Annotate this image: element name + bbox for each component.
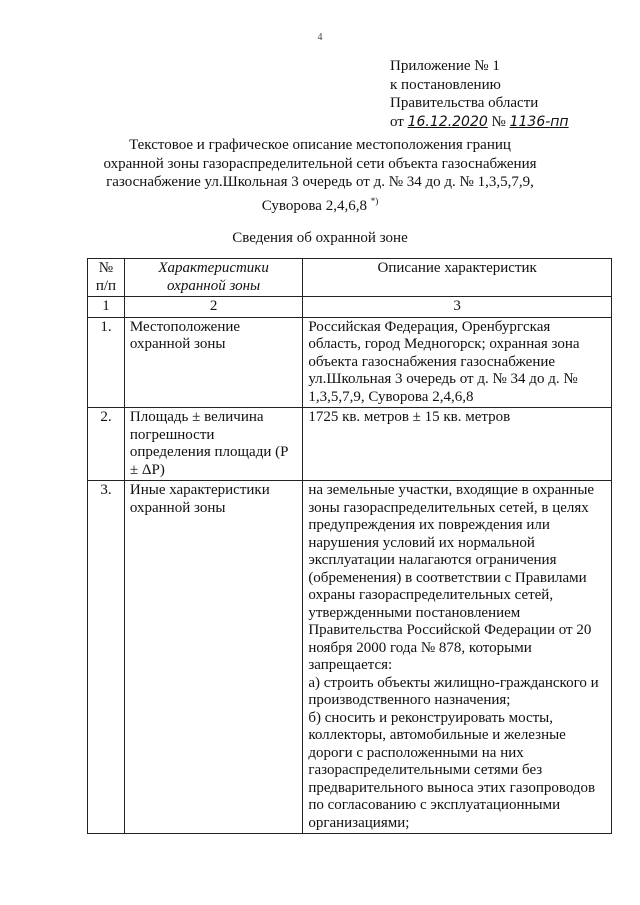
zone-info-table [87,258,612,834]
decree-date: 16.12.2020 [407,113,488,130]
table-row [88,481,612,834]
row-number: 1. [88,317,125,408]
row-description: Российская Федерация, Оренбургская область, город Медногорск; охранная зона объекта газоснабжения газоснабжение ул.Школьная 3 очередь от д. № 34 до д. № 1,3,5,7,9, Суворова 2,4,6,8 [303,317,612,408]
index-cell-3: 3 [303,297,612,318]
table-index-row [88,297,612,318]
document-title [80,136,560,215]
header-characteristics: Характеристики охранной зоны [124,259,302,297]
row-description [303,481,612,834]
table-row [88,317,612,408]
row-number: 3. [88,481,125,834]
appendix-block [390,57,569,131]
appendix-line-3: Правительства области [390,95,539,111]
date-prefix: от [390,113,404,130]
number-sign: № [491,113,506,130]
footnote-mark: *) [370,195,379,206]
appendix-date-line [390,113,569,132]
table-header-row [88,259,612,297]
index-cell-2: 2 [124,297,302,318]
row-characteristic: Местоположение охранной зоны [124,317,302,408]
title-line-1: Текстовое и графическое описание местоположения границ [129,137,511,153]
row-characteristic: Площадь ± величина погрешности определения площади (P ± ΔP) [124,408,302,481]
title-line-2: охранной зоны газораспределительной сети объекта газоснабжения [103,155,537,172]
row-characteristic: Иные характеристики охранной зоны [124,481,302,834]
page-number: 4 [317,32,323,43]
row-number: 2. [88,408,125,481]
title-line-4-text: Суворова 2,4,6,8 [261,197,367,214]
decree-number: 1136-пп [509,113,569,130]
row-description: 1725 кв. метров ± 15 кв. метров [303,408,612,481]
section-subtitle: Сведения об охранной зоне [232,230,408,246]
appendix-line-2: к постановлению [390,76,501,93]
index-cell-1: 1 [88,297,125,318]
restriction-item-a: а) строить объекты жилищно-гражданского и производственного назначения; [308,674,599,708]
table-row [88,408,612,481]
appendix-line-1: Приложение № 1 [390,58,500,74]
title-line-4 [80,192,560,216]
title-line-3: газоснабжение ул.Школьная 3 очередь от д. № 34 до д. № 1,3,5,7,9, [106,174,534,190]
header-number: № п/п [88,259,125,297]
header-description: Описание характеристик [303,259,612,297]
restriction-item-b: б) сносить и реконструировать мосты, коллекторы, автомобильные и железные дороги с расположенными на них газораспределительными сетями без предварительного выноса этих газопроводов по согласованию с эксплуатационными организациями; [308,709,596,831]
row-description-intro: на земельные участки, входящие в охранные зоны газораспределительных сетей, в целях предупреждения их повреждения или нарушения условий их нормальной эксплуатации налагаются ограничения (обременения) в соответствии с Правилами охраны газораспределительных сетей, утвержденными постановлением Правительства Российской Федерации от 20 ноября 2000 года № 878, которыми запрещается: [308,482,595,673]
